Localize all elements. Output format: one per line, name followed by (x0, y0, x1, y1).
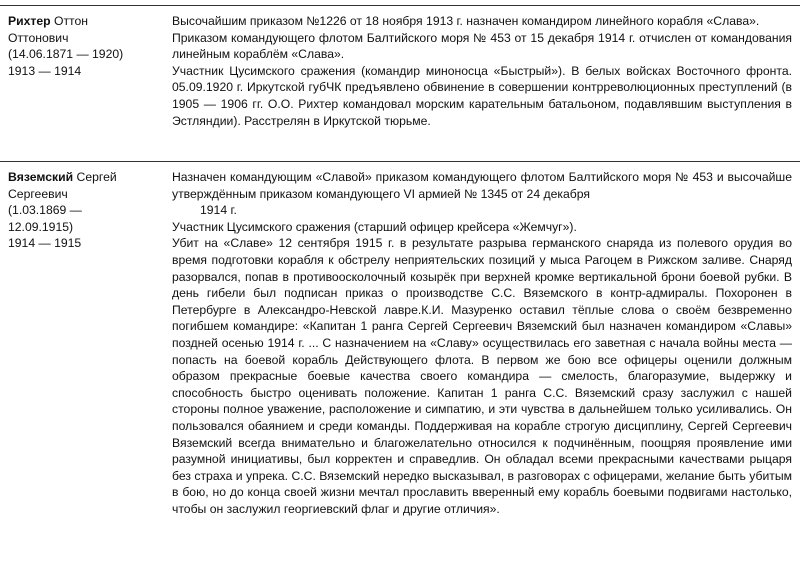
commander-patronymic: Сергеевич (8, 186, 68, 201)
description-paragraph: Назначен командующим «Славой» приказом командующего флотом Балтийского моря № 453 и высочайше утверждённым приказом командующего VI армией № 1345 от 24 декабря (172, 170, 792, 201)
description-paragraph: Участник Цусимского сражения (старший офицер крейсера «Жемчуг»). (172, 219, 577, 234)
commander-surname: Вяземский (8, 170, 74, 184)
commander-description (172, 13, 792, 129)
commander-first-name: Оттон (53, 14, 88, 28)
commander-bio (8, 169, 158, 252)
commander-life-dates: (14.06.1871 — 1920) (8, 47, 124, 62)
commander-entry-richter (0, 5, 800, 161)
commander-name-line (8, 169, 158, 186)
description-paragraph: Высочайшим приказом №1226 от 18 ноября 1913 г. назначен командиром линейного корабля «Слава». (172, 14, 760, 28)
commander-name-line (8, 13, 158, 30)
commander-surname: Рихтер (8, 14, 51, 28)
commander-service-years: 1913 — 1914 (8, 63, 82, 78)
commander-patronymic: Оттонович (8, 30, 69, 45)
commander-entry-vyazemsky (0, 161, 800, 563)
commander-description (172, 169, 792, 517)
description-paragraph: Участник Цусимского сражения (командир миноносца «Быстрый»). В белых войсках Восточного фронта. 05.09.1920 г. Иркутской губЧК предъявлено обвинение в совершении контрреволюционных преступлений (в 1905 — 1906 гг. О.О. Рихтер командовал морским карательным батальоном, подавлявшим выступления в Эстляндии). Расстрелян в Иркутской тюрьме. (172, 63, 792, 128)
commander-bio (8, 13, 158, 79)
commander-birth-date: (1.03.1869 — (8, 203, 82, 218)
description-paragraph-tail: 1914 г. (200, 203, 237, 218)
commander-death-date: 12.09.1915) (8, 219, 74, 234)
description-paragraph: Убит на «Славе» 12 сентября 1915 г. в результате разрыва германского снаряда из полевого орудия во время подготовки корабля к обстрелу неприятельских позиций у мыса Рагоцем в Рижском заливе. Снаряд разорвался, попав в противоосколочный козырёк при верхней кромке вертикальной брони боевой рубки. В день гибели был подписан приказ о производстве С.С. Вяземского в контр-адмиралы. Похоронен в Петербурге в Александро-Невской лавре.К.И. Мазуренко оставил тёплые слова о своём безвременно погибшем командире: «Капитан 1 ранга Сергей Сергеевич Вяземский был назначен командиром «Славы» поздней осенью 1914 г. ... С назначением на «Славу» осуществилась его заветная с начала войны места — попасть на боевой корабль Действующего флота. В первом же бою все офицеры оценили должным образом прекрасные боевые качества своего командира — смелость, благоразумие, выдержку и способность быстро оценивать положение. Капитан 1 ранга С.С. Вяземский сразу заслужил с нашей стороны полное уважение, расположение и симпатию, и эти чувства в дальнейшем только усиливались. Он пользовался обаянием и среди команды. Поддерживая на корабле строгую дисциплину, Сергей Сергеевич Вяземский всегда внимательно и благожелательно относился к подчинённым, поощряя проявление ими разумной инициативы, был корректен и справедлив. Он обладал всеми прекрасными качествами рыцаря без страха и упрека. С.С. Вяземский нередко высказывал, в разговорах с офицерами, желание быть убитым в бою, но до конца своей жизни мечтал прославить вверенный ему корабль боевыми подвигами настолько, чтобы он заслужил георгиевский флаг и другие отличия». (172, 236, 792, 516)
commander-first-name: Сергей (76, 170, 117, 184)
commander-service-years: 1914 — 1915 (8, 236, 82, 251)
description-paragraph: Приказом командующего флотом Балтийского моря № 453 от 15 декабря 1914 г. отчислен от командования линейным кораблём «Слава». (172, 30, 792, 62)
